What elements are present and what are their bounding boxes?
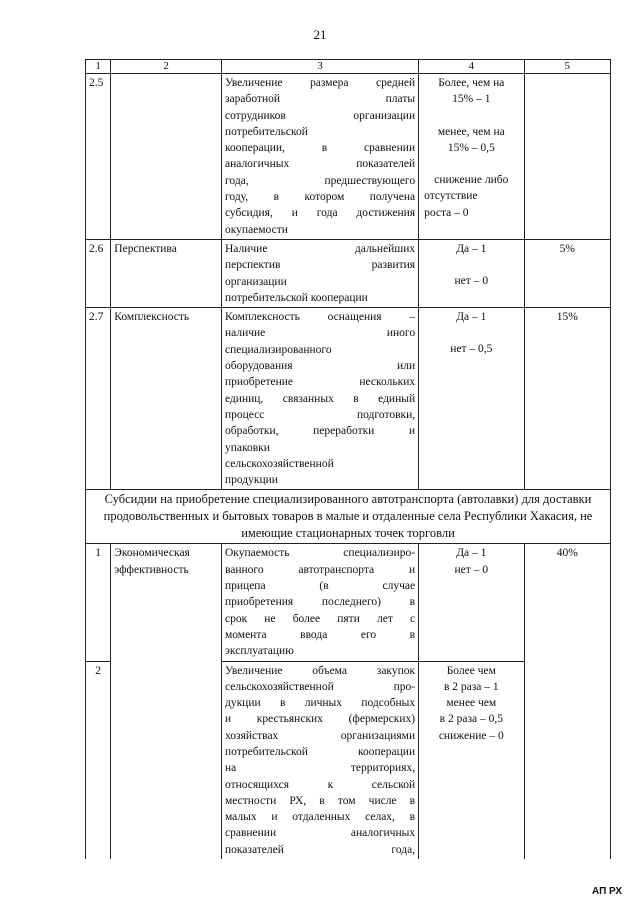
score-line: менее, чем на [437, 125, 505, 138]
desc-line: приобретение нескольких [224, 376, 416, 389]
desc-line: на территориях, [224, 762, 416, 775]
desc-line: потребительской кооперации [224, 291, 368, 304]
criteria-table [85, 59, 611, 859]
table-row [86, 544, 611, 661]
desc-line: окупаемости [224, 223, 288, 236]
criterion-name: Комплексность [111, 308, 222, 490]
watermark-stamp: АП РХ [591, 886, 622, 897]
desc-line: заработной платы [224, 93, 416, 106]
desc-line: сельскохозяйственной про- [224, 680, 416, 693]
desc-line: потребительской кооперации [224, 745, 416, 758]
table-row [86, 239, 611, 307]
table-header-row [86, 60, 611, 74]
criterion-name [111, 661, 222, 859]
table-row [86, 661, 611, 859]
desc-line: единиц, связанных в единый [224, 392, 416, 405]
desc-line: упаковки [224, 441, 270, 454]
score-cell [419, 308, 524, 490]
desc-line: организации [224, 275, 287, 288]
score-cell [419, 544, 524, 661]
score-line: менее чем [446, 697, 497, 710]
score-cell [419, 74, 524, 240]
desc-line: хозяйствах организациями [224, 729, 416, 742]
criterion-name: Экономическая эффективность [111, 544, 222, 661]
header-cell: 1 [86, 60, 111, 74]
score-line: снижение – 0 [438, 729, 504, 742]
score-line: 15% – 1 [452, 93, 491, 106]
criterion-description [221, 74, 418, 240]
desc-line: срок не более пяти лет с [224, 612, 416, 625]
weight-cell: 40% [524, 544, 610, 661]
row-number: 2 [86, 661, 111, 859]
desc-line: оборудования или [224, 360, 416, 373]
criterion-description [221, 544, 418, 661]
score-cell [419, 239, 524, 307]
desc-line: кооперации, в сравнении [224, 142, 416, 155]
score-line: снижение либо [434, 174, 509, 187]
desc-line: сравнении аналогичных [224, 827, 416, 840]
score-cell [419, 661, 524, 859]
desc-line: эксплуатацию [224, 645, 294, 658]
desc-line: аналогичных показателей [224, 158, 416, 171]
desc-line: субсидия, и года достижения [224, 207, 416, 220]
weight-cell: 15% [524, 308, 610, 490]
criterion-name: Перспектива [111, 239, 222, 307]
desc-line: и крестьянских (фермерских) [224, 713, 416, 726]
desc-line: приобретения последнего) в [224, 596, 416, 609]
criterion-description [221, 239, 418, 307]
desc-line: местности РХ, в том числе в [224, 794, 416, 807]
criterion-name [111, 74, 222, 240]
header-cell: 3 [221, 60, 418, 74]
desc-line: момента ввода его в [224, 628, 416, 641]
desc-line: малых и отдаленных селах, в [224, 811, 416, 824]
desc-line: перспектив развития [224, 259, 416, 272]
header-cell: 5 [524, 60, 610, 74]
row-number: 2.5 [86, 74, 111, 240]
score-line: Да – 1 [456, 311, 487, 324]
desc-line: ванного автотранспорта и [224, 563, 416, 576]
weight-cell: 5% [524, 239, 610, 307]
desc-line: специализированного [224, 343, 332, 356]
desc-line: процесс подготовки, [224, 408, 416, 421]
score-line: нет – 0 [454, 275, 489, 288]
desc-line: Наличие дальнейших [224, 242, 416, 255]
desc-line: Окупаемость специализиро- [224, 547, 416, 560]
desc-line: показателей года, [224, 843, 416, 856]
score-line: в 2 раза – 0,5 [439, 713, 503, 726]
desc-line: дукции в личных подсобных [224, 697, 416, 710]
desc-line: года, предшествующего [224, 174, 416, 187]
desc-line: прицепа (в случае [224, 580, 416, 593]
desc-line: Увеличение объема закупок [224, 664, 416, 677]
score-line: Более, чем на [438, 77, 505, 89]
table-row [86, 74, 611, 240]
desc-line: потребительской [224, 125, 308, 138]
score-line: нет – 0,5 [450, 343, 493, 356]
header-cell: 2 [111, 60, 222, 74]
score-line: Да – 1 [456, 242, 487, 255]
table-row [86, 308, 611, 490]
desc-line: продукции [224, 474, 278, 487]
score-line: Да – 1 [456, 547, 487, 560]
desc-line: Комплексность оснащения – [224, 311, 416, 324]
header-cell: 4 [419, 60, 524, 74]
row-number: 2.7 [86, 308, 111, 490]
weight-cell [524, 74, 610, 240]
score-line: Более чем [446, 664, 496, 677]
desc-line: Увеличение размера средней [224, 77, 416, 89]
section-row [86, 490, 611, 544]
desc-line: наличие иного [224, 327, 416, 340]
score-line: нет – 0 [454, 563, 489, 576]
score-line: в 2 раза – 1 [443, 680, 499, 693]
section-title: Субсидии на приобретение специализированного автотранспорта (автолавки) для доставки продовольственных и бытовых товаров в малые и отдаленные села Республики Хакасия, не имеющие стационарных точек торговли [86, 490, 611, 544]
desc-line: сельскохозяйственной [224, 457, 334, 470]
row-number: 2.6 [86, 239, 111, 307]
desc-line: году, в котором получена [224, 191, 416, 204]
score-line: 15% – 0,5 [447, 141, 495, 154]
criterion-description [221, 661, 418, 859]
row-number: 1 [86, 544, 111, 661]
desc-line: сотрудников организации [224, 109, 416, 122]
score-line: отсутствие [424, 190, 478, 203]
desc-line: обработки, переработки и [224, 425, 416, 438]
score-line: роста – 0 [424, 206, 469, 219]
weight-cell [524, 661, 610, 859]
criterion-description [221, 308, 418, 490]
page-number: 21 [313, 27, 327, 42]
desc-line: относящихся к сельской [224, 778, 416, 791]
